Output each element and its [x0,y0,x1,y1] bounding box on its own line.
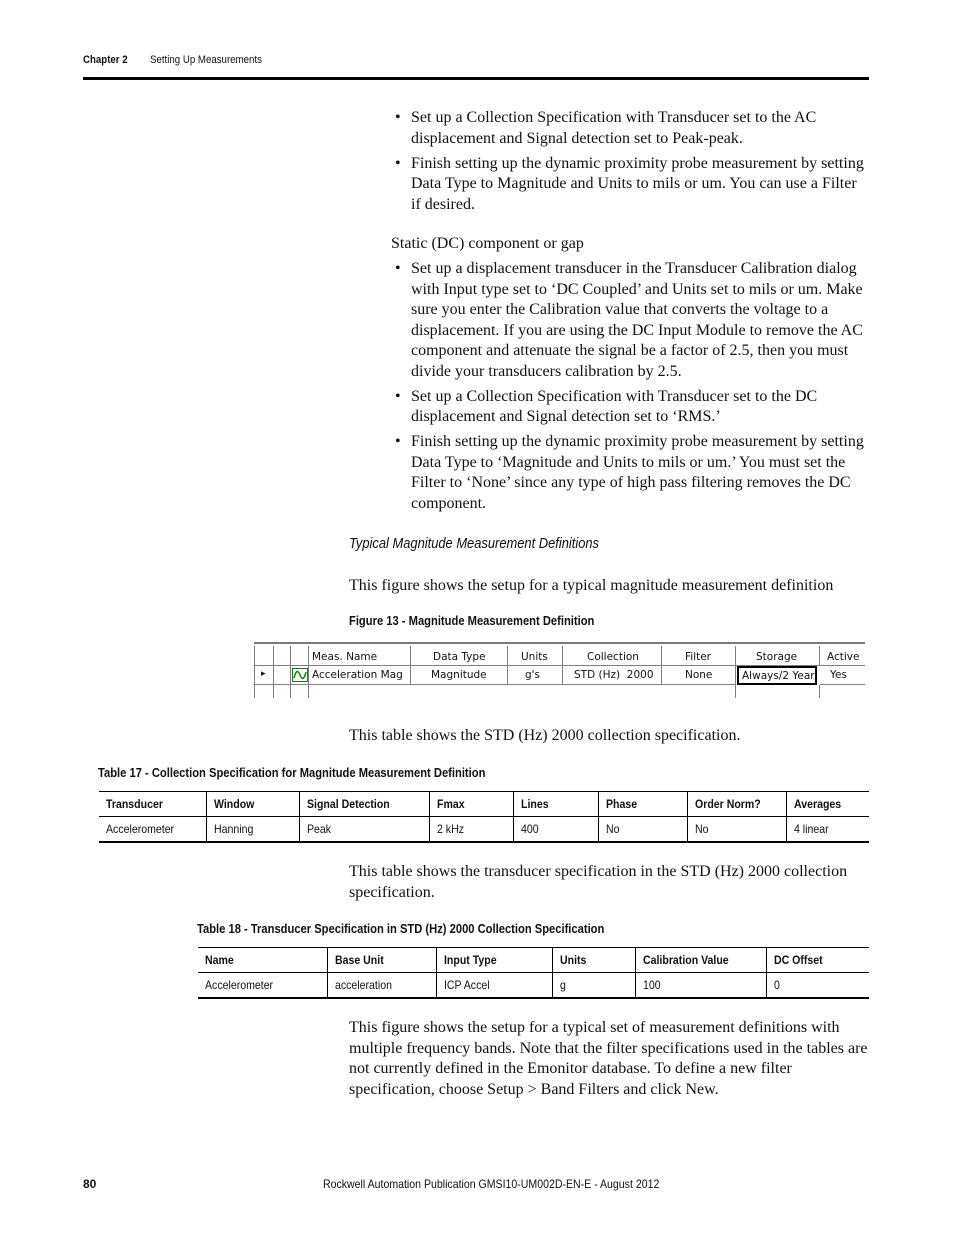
table-cell: 0 [767,973,870,999]
cell-units[interactable]: g's [508,666,563,685]
cell-data-type[interactable]: Magnitude [411,666,508,685]
grid-line [735,685,736,698]
column-header: Averages [787,792,870,817]
page-header [83,52,869,80]
grid-line [273,685,274,698]
cell-storage-selected[interactable]: Always/2 Year [737,666,817,685]
table17-caption: Table 17 - Collection Specification for Magnitude Measurement Definition [98,765,486,780]
closing-paragraph: This figure shows the setup for a typical set of measurement definitions with multiple frequency bands. Note that the filter specifications used in the tables are not currently defined in the Emonitor database. To define a new filter specification, choose Setup > Band Filters and click New. [349,1019,868,1098]
figure-caption: Figure 13 - Magnitude Measurement Definition [349,613,595,628]
table-cell: Accelerometer [198,973,328,999]
table-cell: No [599,817,688,843]
column-header: Units [553,948,636,973]
column-header-filter[interactable]: Filter [662,646,736,666]
row-selector[interactable]: ▸ [254,666,274,685]
column-header-active[interactable]: Active [820,646,865,666]
column-header: Base Unit [328,948,437,973]
subheading: Typical Magnitude Measurement Definitions [349,535,600,552]
grid-line [308,685,309,698]
grid-top-border [254,642,865,644]
static-heading: Static (DC) component or gap [391,235,584,252]
publication-info: Rockwell Automation Publication GMSI10-UM002D-EN-E - August 2012 [323,1177,660,1191]
column-header: Window [207,792,300,817]
cell-collection[interactable]: STD (Hz) 2000 [563,666,662,685]
column-header: Order Norm? [688,792,787,817]
list-item: • Finish setting up the dynamic proximity probe measurement by setting Data Type to ‘Magnitude and Units to mils or um.’ You must set the Filter to ‘None’ since any type of high pass filtering removes the DC component. [395,433,864,512]
column-header: Transducer [99,792,207,817]
table-cell: Peak [300,817,430,843]
collection-spec-table [99,791,869,843]
table18-caption: Table 18 - Transducer Specification in STD (Hz) 2000 Collection Specification [197,921,605,936]
table-header-row [198,948,869,973]
column-header: Signal Detection [300,792,430,817]
list-item: • Finish setting up the dynamic proximity probe measurement by setting Data Type to Magnitude and Units to mils or um. You can use a Filter if desired. [395,154,864,213]
figure-intro: This figure shows the setup for a typical magnitude measurement definition [349,577,834,594]
measurement-definition-grid [254,642,865,698]
table-cell: No [688,817,787,843]
column-header: Name [198,948,328,973]
table-header-row [99,792,869,817]
table-row [198,973,869,999]
table-cell: ICP Accel [437,973,553,999]
column-header-storage[interactable]: Storage [736,646,820,666]
column-header-data-type[interactable]: Data Type [411,646,508,666]
table-cell: g [553,973,636,999]
column-header: Lines [514,792,599,817]
table-cell: 400 [514,817,599,843]
page-number: 80 [83,1177,97,1191]
waveform-icon [292,668,308,682]
table-cell: 2 kHz [430,817,514,843]
cell-active[interactable]: Yes [820,666,865,685]
column-header: Phase [599,792,688,817]
column-header: Fmax [430,792,514,817]
column-header: Calibration Value [636,948,767,973]
transducer-spec-table [198,947,869,999]
grid-line [819,685,820,698]
column-header-collection[interactable]: Collection [563,646,662,666]
cell-meas-name[interactable]: Acceleration Mag [309,666,411,685]
section-title: Setting Up Measurements [150,54,262,66]
list-item: • Set up a Collection Specification with Transducer set to the DC displacement and Signal detection set to ‘RMS.’ [395,387,818,425]
grid-icon-header [274,646,291,666]
bullet-list-ac [391,108,869,220]
chapter-label: Chapter 2 [83,54,128,66]
table-cell: Accelerometer [99,817,207,843]
table-cell: Hanning [207,817,300,843]
grid-status-header [291,646,309,666]
table17-intro: This table shows the STD (Hz) 2000 collection specification. [349,727,741,744]
grid-icon-cell [274,666,291,685]
column-header: DC Offset [767,948,870,973]
bullet-list-dc [391,259,869,519]
table-cell: 100 [636,973,767,999]
cell-filter[interactable]: None [662,666,736,685]
grid-status-cell [291,666,309,685]
column-header: Input Type [437,948,553,973]
list-item: • Set up a Collection Specification with Transducer set to the AC displacement and Signal detection set to Peak-peak. [395,109,817,147]
grid-row-header-corner [254,646,274,666]
grid-line [290,685,291,698]
table-row [99,817,869,843]
table18-intro: This table shows the transducer specification in the STD (Hz) 2000 collection specification. [349,863,848,901]
column-header-units[interactable]: Units [508,646,563,666]
list-item: • Set up a displacement transducer in the Transducer Calibration dialog with Input type set to ‘DC Coupled’ and Units set to mils or um. Make sure you enter the Calibration value that converts the voltage to a displacement. If you are using the DC Input Module to remove the AC component and attenuate the signal be a factor of 2.5, then you must divide your transducers calibration by 2.5. [395,260,863,380]
column-header-meas-name[interactable]: Meas. Name [309,646,411,666]
table-cell: acceleration [328,973,437,999]
grid-line [254,685,255,698]
table-cell: 4 linear [787,817,870,843]
